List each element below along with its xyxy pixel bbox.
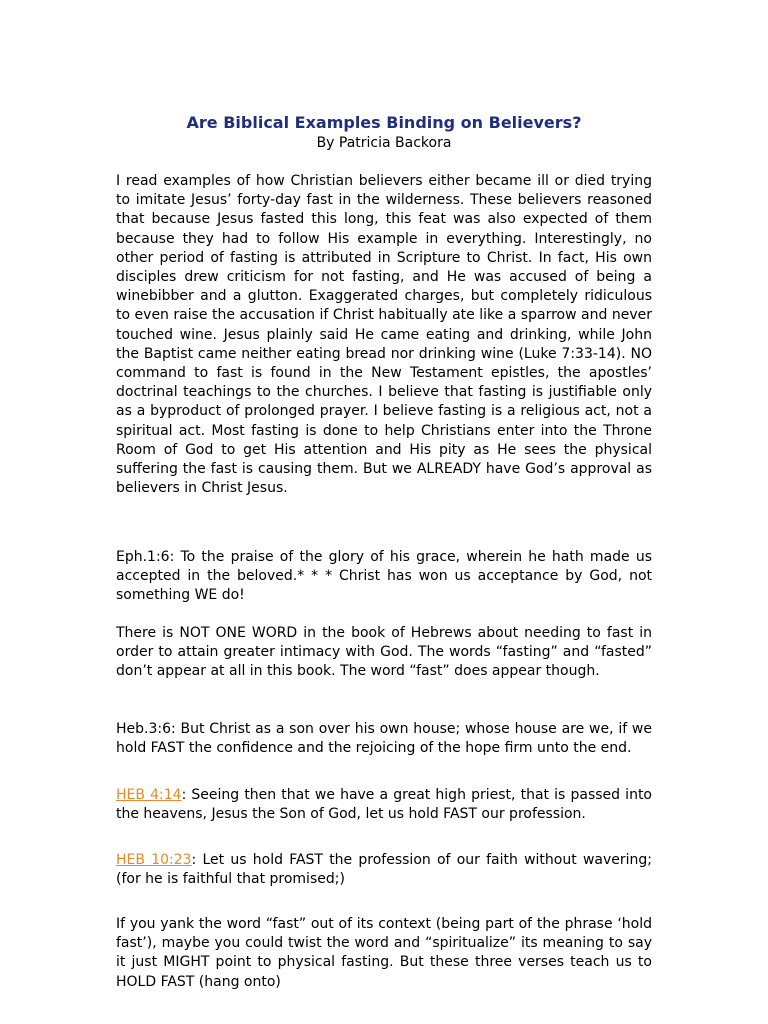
heb-10-23-text: : Let us hold FAST the profession of our faith without wavering; (for he is faithful that promised;)	[116, 852, 652, 888]
heb-10-23-link[interactable]: HEB 10:23	[116, 852, 192, 868]
paragraph-context: If you yank the word “fast” out of its context (being part of the phrase ‘hold fast’), maybe you could twist the word and “spiritualize” its meaning to say it just MIGHT point to physical fasting. But these three verses teach us to HOLD FAST (hang onto)	[116, 916, 652, 990]
document-title: Are Biblical Examples Binding on Believers?	[186, 113, 582, 132]
heb-4-14-link[interactable]: HEB 4:14	[116, 787, 182, 803]
heb-4-14-text: : Seeing then that we have a great high priest, that is passed into the heavens, Jesus the Son of God, let us hold FAST our profession.	[116, 787, 652, 823]
paragraph-intro: I read examples of how Christian believers either became ill or died trying to imitate Jesus’ forty-day fast in the wilderness. These believers reasoned that because Jesus fasted this long, this feat was also expected of them because they had to follow His example in everything. Interestingly, no other period of fasting is attributed in Scripture to Christ. In fact, His own disciples drew criticism for not fasting, and He was accused of being a winebibber and a glutton. Exaggerated charges, but completely ridiculous to even raise the accusation if Christ habitually ate like a sparrow and never touched wine. Jesus plainly said He came eating and drinking, while John the Baptist came neither eating bread nor drinking wine (Luke 7:33-14). NO command to fast is found in the New Testament epistles, the apostles’ doctrinal teachings to the churches. I believe that fasting is justifiable only as a byproduct of prolonged prayer. I believe fasting is a religious act, not a spiritual act. Most fasting is done to help Christians enter into the Throne Room of God to get His attention and His pity as He sees the physical suffering the fast is causing them. But we ALREADY have God’s approval as believers in Christ Jesus.	[116, 173, 652, 497]
paragraph-eph: Eph.1:6: To the praise of the glory of his grace, wherein he hath made us accepted in the beloved.* * * Christ has won us acceptance by God, not something WE do!	[116, 549, 652, 604]
paragraph-heb-3-6: Heb.3:6: But Christ as a son over his own house; whose house are we, if we hold FAST the confidence and the rejoicing of the hope firm unto the end.	[116, 721, 652, 757]
paragraph-heb-10-23	[116, 851, 652, 889]
paragraph-heb-4-14	[116, 786, 652, 824]
paragraph-hebrews: There is NOT ONE WORD in the book of Hebrews about needing to fast in order to attain greater intimacy with God. The words “fasting” and “fasted” don’t appear at all in this book. The word “fast” does appear though.	[116, 625, 652, 680]
author-byline: By Patricia Backora	[316, 135, 452, 151]
